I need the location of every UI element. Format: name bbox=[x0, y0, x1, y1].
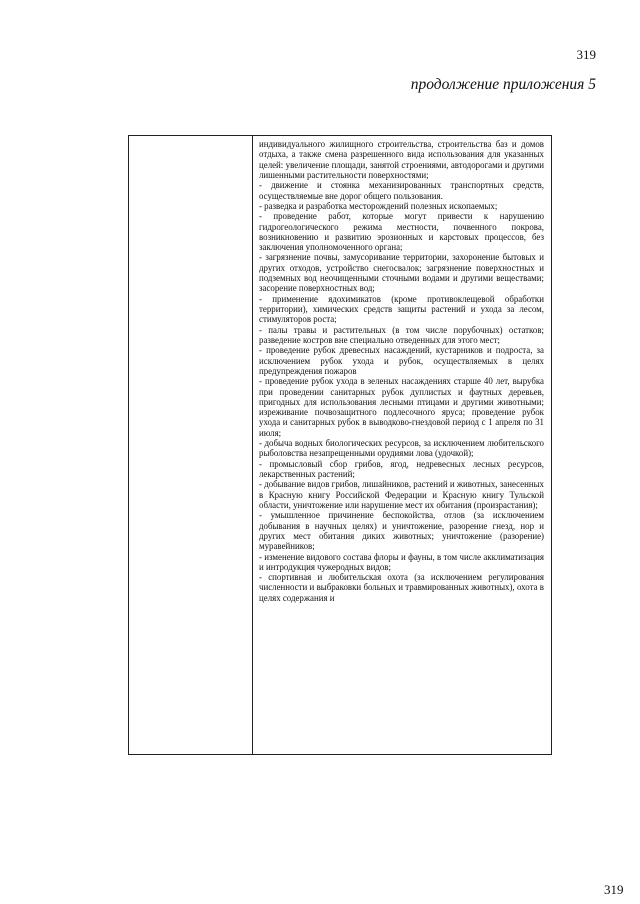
appendix-continuation-note: продолжение приложения 5 bbox=[410, 76, 596, 93]
page-number-top: 319 bbox=[576, 47, 596, 62]
restriction-paragraph: индивидуального жилищного строительства, строительства баз и домов отдыха, а также смена разрешенного вида использования для указанных целей: увеличение площади, занятой строениями, автодорогами и другими лишенными растительности поверхностями; bbox=[259, 139, 544, 180]
restriction-paragraph: - разведка и разработка месторождений полезных ископаемых; bbox=[259, 200, 498, 211]
restriction-paragraph: - загрязнение почвы, замусоривание территории, захоронение бытовых и других отходов, устройство снегосвалок; загрязнение поверхностных и подземных вод неочищенными сточными водами и другими веществами; засорение поверхностных вод; bbox=[259, 252, 544, 294]
restriction-paragraph: - добыча водных биологических ресурсов, за исключением любительского рыболовства незапрещенными орудиями лова (удочкой); bbox=[259, 438, 544, 459]
restriction-paragraph: - применение ядохимикатов (кроме противоклещевой обработки территории), химических средств защиты растений и ухода за лесом, стимуляторов роста; bbox=[259, 293, 544, 325]
restriction-paragraph: - изменение видового состава флоры и фауны, в том числе акклиматизация и интродукция чужеродных видов; bbox=[259, 551, 544, 572]
restriction-paragraph: - проведение работ, которые могут привести к нарушению гидрогеологического режима местности, почвенного покрова, возникновению и развитию эрозионных и карстовых процессов, без заключения уполномоченного органа; bbox=[259, 211, 544, 253]
restriction-paragraph: - движение и стоянка механизированных транспортных средств, осуществляемые вне дорог общего пользования. bbox=[259, 180, 544, 201]
restriction-paragraph: - палы травы и растительных (в том числе порубочных) остатков; разведение костров вне специально отведенных для этого мест; bbox=[259, 324, 544, 345]
restriction-paragraph: - проведение рубок ухода в зеленых насаждениях старше 40 лет, вырубка при проведении санитарных рубок дуплистых и фаутных деревьев, пригодных для использования лесными птицами и другими животными; изреживание почвозащитного подлесочного яруса; проведение рубок ухода и санитарных рубок в выводково-гнездовой период с 1 апреля по 31 июля; bbox=[259, 376, 544, 438]
table-right-cell bbox=[253, 136, 551, 754]
restriction-paragraph: - спортивная и любительская охота (за исключением регулирования численности и выбраковки больных и травмированных животных), охота в целях содержания и bbox=[259, 572, 544, 603]
restriction-paragraph: - добывание видов грибов, лишайников, растений и животных, занесенных в Красную книгу Российской Федерации и Красную книгу Тульской области, уничтожение или нарушение мест их обитания (произрастания); bbox=[259, 479, 544, 510]
restriction-paragraph: - проведение рубок древесных насаждений, кустарников и подроста, за исключением рубок ухода и рубок, осуществляемых в целях предупреждения пожаров bbox=[259, 345, 544, 376]
page-number-bottom: 319 bbox=[604, 882, 624, 897]
document-table bbox=[128, 135, 552, 755]
restriction-paragraph: - промысловый сбор грибов, ягод, недревесных лесных ресурсов, лекарственных растений; bbox=[259, 458, 544, 479]
table-left-cell bbox=[129, 136, 253, 754]
restriction-paragraph: - умышленное причинение беспокойства, отлов (за исключением добывания в научных целях) и уничтожение, разорение гнезд, нор и других мест обитания диких животных; уничтожение (разорение) муравейников; bbox=[259, 510, 544, 552]
